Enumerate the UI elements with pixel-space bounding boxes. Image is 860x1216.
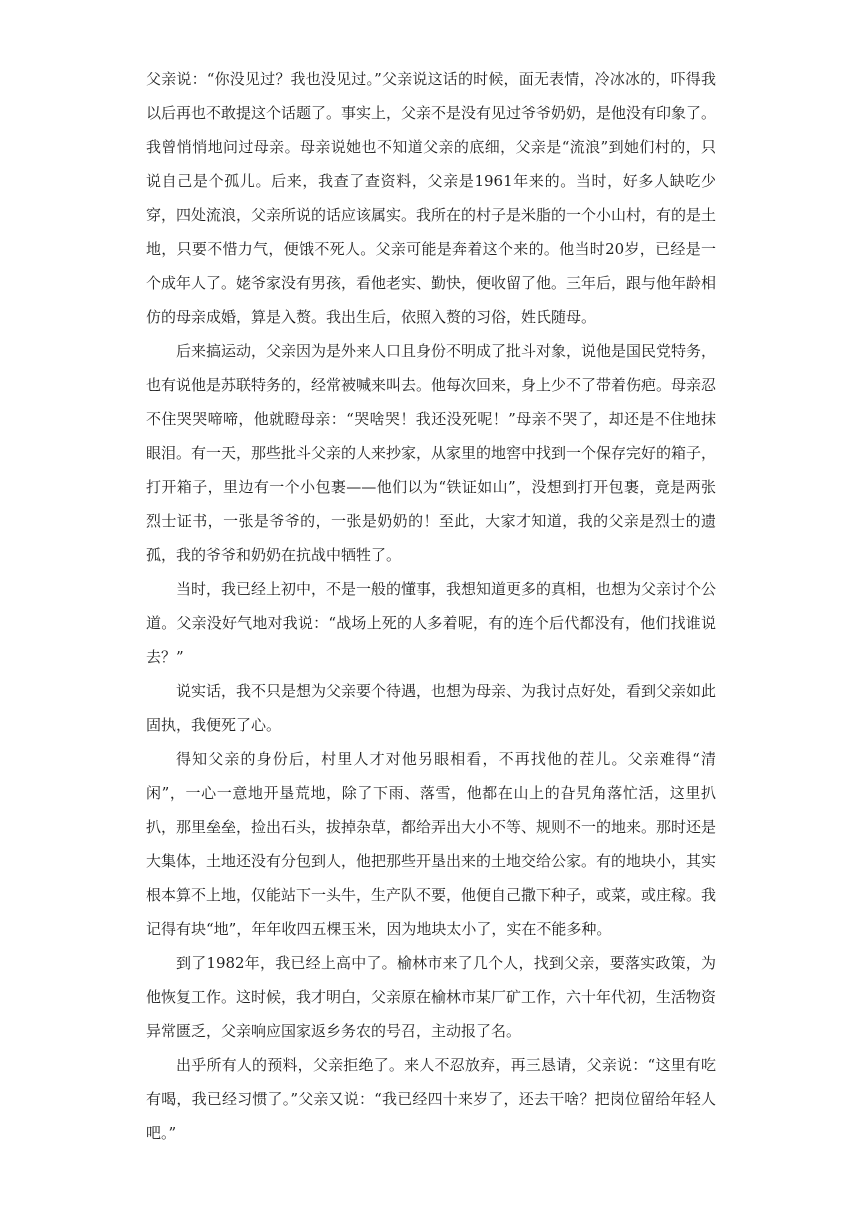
paragraph-3: 当时，我已经上初中，不是一般的懂事，我想知道更多的真相，也想为父亲讨个公道。父亲没好气地对我说：“战场上死的人多着呢，有的连个后代都没有，他们找谁说去？” — [146, 580, 717, 666]
paragraph-4: 说实话，我不只是想为父亲要个待遇，也想为母亲、为我讨点好处，看到父亲如此固执，我便死了心。 — [146, 682, 717, 734]
paragraph-6: 到了1982年，我已经上高中了。榆林市来了几个人，找到父亲，要落实政策，为他恢复工作。这时候，我才明白，父亲原在榆林市某厂矿工作，六十年代初，生活物资异常匮乏，父亲响应国家返乡务农的号召，主动报了名。 — [146, 954, 717, 1040]
paragraph-5: 得知父亲的身份后，村里人才对他另眼相看，不再找他的茬儿。父亲难得“清闲”，一心一意地开垦荒地，除了下雨、落雪，他都在山上的旮旯角落忙活，这里扒扒，那里垒垒，捡出石头，拔掉杂草，都给弄出大小不等、规则不一的地来。那时还是大集体，土地还没有分包到人，他把那些开垦出来的土地交给公家。有的地块小，其实根本算不上地，仅能站下一头牛，生产队不要，他便自己撒下种子，或菜，或庄稼。我记得有块“地”，年年收四五棵玉米，因为地块太小了，实在不能多种。 — [146, 750, 717, 938]
document-page — [146, 62, 716, 1150]
paragraph-7: 出乎所有人的预料，父亲拒绝了。来人不忍放弃，再三恳请，父亲说：“这里有吃有喝，我已经习惯了。”父亲又说：“我已经四十来岁了，还去干啥？把岗位留给年轻人吧。” — [146, 1056, 716, 1142]
paragraph-1: 父亲说：“你没见过？我也没见过。”父亲说这话的时候，面无表情，冷冰冰的，吓得我以后再也不敢提这个话题了。事实上，父亲不是没有见过爷爷奶奶，是他没有印象了。我曾悄悄地问过母亲。母亲说她也不知道父亲的底细，父亲是“流浪”到她们村的，只说自己是个孤儿。后来，我查了查资料，父亲是1961年来的。当时，好多人缺吃少穿，四处流浪，父亲所说的话应该属实。我所在的村子是米脂的一个小山村，有的是土地，只要不惜力气，便饿不死人。父亲可能是奔着这个来的。他当时20岁，已经是一个成年人了。姥爷家没有男孩，看他老实、勤快，便收留了他。三年后，跟与他年龄相仿的母亲成婚，算是入赘。我出生后，依照入赘的习俗，姓氏随母。 — [146, 70, 717, 326]
paragraph-2: 后来搞运动，父亲因为是外来人口且身份不明成了批斗对象，说他是国民党特务，也有说他是苏联特务的，经常被喊来叫去。他每次回来，身上少不了带着伤疤。母亲忍不住哭哭啼啼，他就瞪母亲：“哭啥哭！我还没死呢！”母亲不哭了，却还是不住地抹眼泪。有一天，那些批斗父亲的人来抄家，从家里的地窖中找到一个保存完好的箱子，打开箱子，里边有一个小包裹——他们以为“铁证如山”，没想到打开包裹，竟是两张烈士证书，一张是爷爷的，一张是奶奶的！至此，大家才知道，我的父亲是烈士的遗孤，我的爷爷和奶奶在抗战中牺牲了。 — [146, 342, 717, 564]
